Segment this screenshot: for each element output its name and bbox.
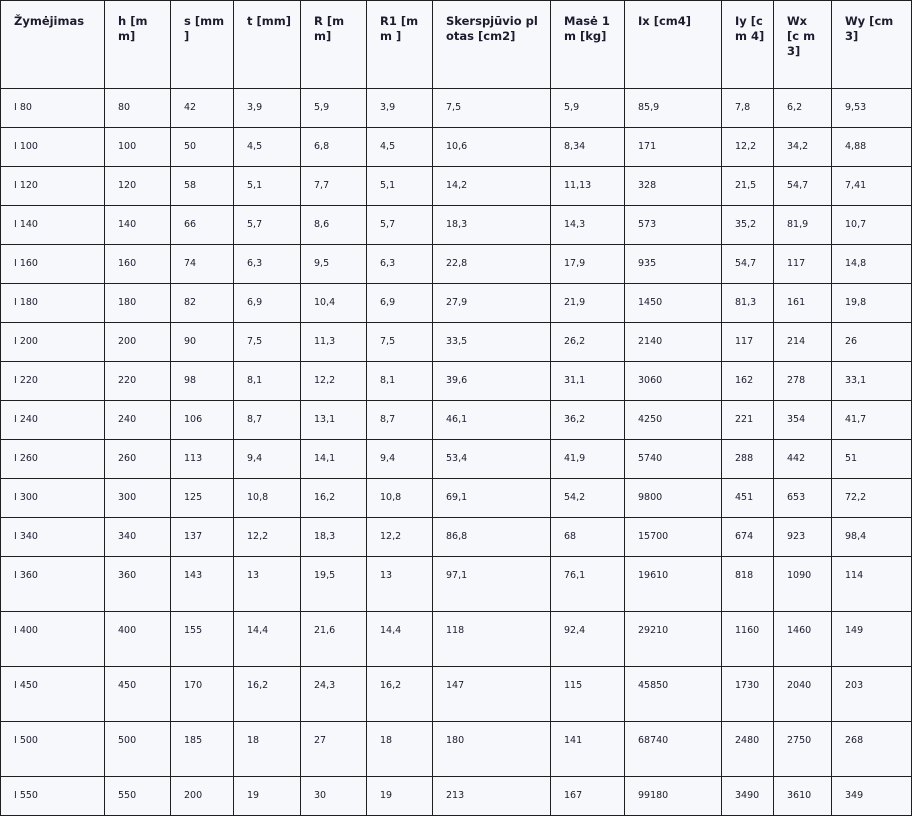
- table-cell: 54,2: [551, 479, 625, 518]
- column-header: h [mm]: [105, 1, 171, 89]
- table-cell: 4,5: [367, 128, 433, 167]
- table-row: [1, 667, 912, 722]
- table-cell: 14,8: [832, 245, 912, 284]
- designation-cell: I 200: [1, 323, 105, 362]
- table-cell: 260: [105, 440, 171, 479]
- table-cell: 31,1: [551, 362, 625, 401]
- table-cell: 14,4: [367, 612, 433, 667]
- table-cell: 53,4: [433, 440, 551, 479]
- table-cell: 185: [171, 722, 234, 777]
- table-cell: 113: [171, 440, 234, 479]
- table-cell: 15700: [625, 518, 722, 557]
- table-cell: 221: [722, 401, 774, 440]
- table-cell: 18,3: [433, 206, 551, 245]
- table-cell: 3490: [722, 777, 774, 816]
- table-cell: 161: [774, 284, 832, 323]
- table-cell: 21,6: [301, 612, 367, 667]
- table-cell: 8,34: [551, 128, 625, 167]
- table-cell: 162: [722, 362, 774, 401]
- table-cell: 200: [105, 323, 171, 362]
- column-header: Wy [cm3]: [832, 1, 912, 89]
- table-cell: 100: [105, 128, 171, 167]
- table-cell: 6,9: [367, 284, 433, 323]
- designation-cell: I 260: [1, 440, 105, 479]
- column-header: Žymėjimas: [1, 1, 105, 89]
- table-row: [1, 557, 912, 612]
- table-cell: 41,9: [551, 440, 625, 479]
- table-cell: 9800: [625, 479, 722, 518]
- table-cell: 8,7: [367, 401, 433, 440]
- table-cell: 81,9: [774, 206, 832, 245]
- table-cell: 85,9: [625, 89, 722, 128]
- table-cell: 4250: [625, 401, 722, 440]
- table-row: [1, 284, 912, 323]
- table-cell: 90: [171, 323, 234, 362]
- table-cell: 7,5: [367, 323, 433, 362]
- column-header: Iy [cm 4]: [722, 1, 774, 89]
- table-cell: 300: [105, 479, 171, 518]
- table-cell: 203: [832, 667, 912, 722]
- table-cell: 149: [832, 612, 912, 667]
- column-header: Masė 1 m [kg]: [551, 1, 625, 89]
- table-cell: 86,8: [433, 518, 551, 557]
- table-cell: 328: [625, 167, 722, 206]
- table-row: [1, 777, 912, 816]
- table-cell: 2140: [625, 323, 722, 362]
- table-cell: 50: [171, 128, 234, 167]
- table-cell: 400: [105, 612, 171, 667]
- table-cell: 68: [551, 518, 625, 557]
- table-cell: 7,5: [433, 89, 551, 128]
- table-cell: 33,5: [433, 323, 551, 362]
- table-row: [1, 362, 912, 401]
- designation-cell: I 340: [1, 518, 105, 557]
- column-header: Ix [cm4]: [625, 1, 722, 89]
- table-cell: 288: [722, 440, 774, 479]
- table-cell: 1460: [774, 612, 832, 667]
- table-cell: 21,9: [551, 284, 625, 323]
- designation-cell: I 500: [1, 722, 105, 777]
- table-cell: 818: [722, 557, 774, 612]
- table-cell: 13: [234, 557, 301, 612]
- designation-cell: I 400: [1, 612, 105, 667]
- table-cell: 12,2: [301, 362, 367, 401]
- table-cell: 26: [832, 323, 912, 362]
- table-cell: 214: [774, 323, 832, 362]
- table-cell: 12,2: [367, 518, 433, 557]
- table-cell: 2480: [722, 722, 774, 777]
- designation-cell: I 180: [1, 284, 105, 323]
- table-cell: 21,5: [722, 167, 774, 206]
- table-cell: 10,8: [234, 479, 301, 518]
- table-cell: 30: [301, 777, 367, 816]
- table-cell: 6,8: [301, 128, 367, 167]
- table-cell: 11,13: [551, 167, 625, 206]
- table-cell: 33,1: [832, 362, 912, 401]
- table-cell: 8,1: [367, 362, 433, 401]
- table-cell: 92,4: [551, 612, 625, 667]
- table-row: [1, 245, 912, 284]
- table-cell: 5,1: [234, 167, 301, 206]
- table-cell: 10,4: [301, 284, 367, 323]
- table-row: [1, 128, 912, 167]
- table-cell: 573: [625, 206, 722, 245]
- table-cell: 240: [105, 401, 171, 440]
- table-cell: 170: [171, 667, 234, 722]
- table-cell: 5,9: [551, 89, 625, 128]
- table-cell: 117: [774, 245, 832, 284]
- table-cell: 7,41: [832, 167, 912, 206]
- table-cell: 80: [105, 89, 171, 128]
- table-cell: 8,7: [234, 401, 301, 440]
- designation-cell: I 220: [1, 362, 105, 401]
- header-row: [1, 1, 912, 89]
- table-cell: 140: [105, 206, 171, 245]
- table-cell: 34,2: [774, 128, 832, 167]
- table-cell: 81,3: [722, 284, 774, 323]
- table-cell: 7,7: [301, 167, 367, 206]
- table-cell: 54,7: [722, 245, 774, 284]
- table-cell: 1450: [625, 284, 722, 323]
- table-cell: 5,9: [301, 89, 367, 128]
- table-cell: 1090: [774, 557, 832, 612]
- table-cell: 213: [433, 777, 551, 816]
- designation-cell: I 100: [1, 128, 105, 167]
- table-cell: 35,2: [722, 206, 774, 245]
- column-header: Skerspjūvio plotas [cm2]: [433, 1, 551, 89]
- table-cell: 114: [832, 557, 912, 612]
- table-cell: 19,8: [832, 284, 912, 323]
- table-cell: 2750: [774, 722, 832, 777]
- table-cell: 653: [774, 479, 832, 518]
- table-cell: 11,3: [301, 323, 367, 362]
- table-cell: 1730: [722, 667, 774, 722]
- table-cell: 5,7: [367, 206, 433, 245]
- designation-cell: I 550: [1, 777, 105, 816]
- table-cell: 36,2: [551, 401, 625, 440]
- table-cell: 99180: [625, 777, 722, 816]
- table-cell: 74: [171, 245, 234, 284]
- table-cell: 3,9: [234, 89, 301, 128]
- designation-cell: I 140: [1, 206, 105, 245]
- designation-cell: I 450: [1, 667, 105, 722]
- table-cell: 98: [171, 362, 234, 401]
- table-cell: 18: [367, 722, 433, 777]
- table-cell: 220: [105, 362, 171, 401]
- table-cell: 10,7: [832, 206, 912, 245]
- table-cell: 5,7: [234, 206, 301, 245]
- table-cell: 354: [774, 401, 832, 440]
- table-cell: 10,8: [367, 479, 433, 518]
- table-cell: 674: [722, 518, 774, 557]
- table-cell: 155: [171, 612, 234, 667]
- table-cell: 22,8: [433, 245, 551, 284]
- table-cell: 6,2: [774, 89, 832, 128]
- table-cell: 17,9: [551, 245, 625, 284]
- table-cell: 16,2: [234, 667, 301, 722]
- table-cell: 19: [234, 777, 301, 816]
- table-cell: 18,3: [301, 518, 367, 557]
- table-cell: 14,1: [301, 440, 367, 479]
- table-cell: 5,1: [367, 167, 433, 206]
- table-cell: 7,5: [234, 323, 301, 362]
- table-cell: 18: [234, 722, 301, 777]
- table-row: [1, 89, 912, 128]
- designation-cell: I 360: [1, 557, 105, 612]
- table-cell: 200: [171, 777, 234, 816]
- table-cell: 41,7: [832, 401, 912, 440]
- table-cell: 360: [105, 557, 171, 612]
- column-header: Wx [c m3]: [774, 1, 832, 89]
- table-row: [1, 722, 912, 777]
- table-cell: 3060: [625, 362, 722, 401]
- table-cell: 106: [171, 401, 234, 440]
- table-cell: 69,1: [433, 479, 551, 518]
- designation-cell: I 120: [1, 167, 105, 206]
- designation-cell: I 80: [1, 89, 105, 128]
- table-cell: 16,2: [301, 479, 367, 518]
- table-cell: 66: [171, 206, 234, 245]
- table-cell: 3,9: [367, 89, 433, 128]
- table-row: [1, 206, 912, 245]
- table-cell: 115: [551, 667, 625, 722]
- table-cell: 9,53: [832, 89, 912, 128]
- table-cell: 7,8: [722, 89, 774, 128]
- table-cell: 180: [105, 284, 171, 323]
- table-cell: 6,3: [367, 245, 433, 284]
- table-cell: 82: [171, 284, 234, 323]
- table-cell: 143: [171, 557, 234, 612]
- table-header: [1, 1, 912, 89]
- table-cell: 14,2: [433, 167, 551, 206]
- designation-cell: I 300: [1, 479, 105, 518]
- column-header: s [mm ]: [171, 1, 234, 89]
- table-cell: 54,7: [774, 167, 832, 206]
- table-cell: 1160: [722, 612, 774, 667]
- table-cell: 19: [367, 777, 433, 816]
- table-cell: 97,1: [433, 557, 551, 612]
- table-cell: 13: [367, 557, 433, 612]
- table-cell: 935: [625, 245, 722, 284]
- table-cell: 9,4: [234, 440, 301, 479]
- table-cell: 550: [105, 777, 171, 816]
- table-cell: 167: [551, 777, 625, 816]
- table-cell: 500: [105, 722, 171, 777]
- table-cell: 12,2: [234, 518, 301, 557]
- table-cell: 72,2: [832, 479, 912, 518]
- column-header: R [mm]: [301, 1, 367, 89]
- table-cell: 117: [722, 323, 774, 362]
- table-cell: 24,3: [301, 667, 367, 722]
- table-cell: 3610: [774, 777, 832, 816]
- table-cell: 125: [171, 479, 234, 518]
- table-cell: 19,5: [301, 557, 367, 612]
- table-cell: 27: [301, 722, 367, 777]
- column-header: R1 [mm ]: [367, 1, 433, 89]
- table-cell: 6,3: [234, 245, 301, 284]
- table-cell: 450: [105, 667, 171, 722]
- table-cell: 68740: [625, 722, 722, 777]
- table-cell: 442: [774, 440, 832, 479]
- table-cell: 451: [722, 479, 774, 518]
- table-cell: 141: [551, 722, 625, 777]
- table-cell: 349: [832, 777, 912, 816]
- table-cell: 6,9: [234, 284, 301, 323]
- table-cell: 923: [774, 518, 832, 557]
- table-cell: 278: [774, 362, 832, 401]
- table-cell: 14,4: [234, 612, 301, 667]
- table-cell: 98,4: [832, 518, 912, 557]
- table-row: [1, 518, 912, 557]
- table-row: [1, 479, 912, 518]
- table-cell: 137: [171, 518, 234, 557]
- table-cell: 10,6: [433, 128, 551, 167]
- table-cell: 46,1: [433, 401, 551, 440]
- table-cell: 5740: [625, 440, 722, 479]
- table-cell: 26,2: [551, 323, 625, 362]
- table-cell: 340: [105, 518, 171, 557]
- table-cell: 4,88: [832, 128, 912, 167]
- table-cell: 268: [832, 722, 912, 777]
- table-cell: 42: [171, 89, 234, 128]
- table-row: [1, 167, 912, 206]
- table-cell: 12,2: [722, 128, 774, 167]
- table-cell: 13,1: [301, 401, 367, 440]
- table-row: [1, 440, 912, 479]
- table-row: [1, 323, 912, 362]
- column-header: t [mm]: [234, 1, 301, 89]
- table-cell: 2040: [774, 667, 832, 722]
- table-cell: 9,5: [301, 245, 367, 284]
- table-cell: 58: [171, 167, 234, 206]
- table-cell: 4,5: [234, 128, 301, 167]
- table-cell: 51: [832, 440, 912, 479]
- table-cell: 27,9: [433, 284, 551, 323]
- table-cell: 19610: [625, 557, 722, 612]
- table-cell: 29210: [625, 612, 722, 667]
- table-cell: 171: [625, 128, 722, 167]
- table-cell: 14,3: [551, 206, 625, 245]
- table-cell: 45850: [625, 667, 722, 722]
- designation-cell: I 160: [1, 245, 105, 284]
- table-body: [1, 89, 912, 816]
- table-cell: 8,1: [234, 362, 301, 401]
- table-cell: 147: [433, 667, 551, 722]
- table-cell: 9,4: [367, 440, 433, 479]
- table-cell: 120: [105, 167, 171, 206]
- table-row: [1, 401, 912, 440]
- designation-cell: I 240: [1, 401, 105, 440]
- table-cell: 76,1: [551, 557, 625, 612]
- table-row: [1, 612, 912, 667]
- table-cell: 180: [433, 722, 551, 777]
- table-cell: 118: [433, 612, 551, 667]
- table-cell: 8,6: [301, 206, 367, 245]
- table-cell: 16,2: [367, 667, 433, 722]
- table-cell: 160: [105, 245, 171, 284]
- table-cell: 39,6: [433, 362, 551, 401]
